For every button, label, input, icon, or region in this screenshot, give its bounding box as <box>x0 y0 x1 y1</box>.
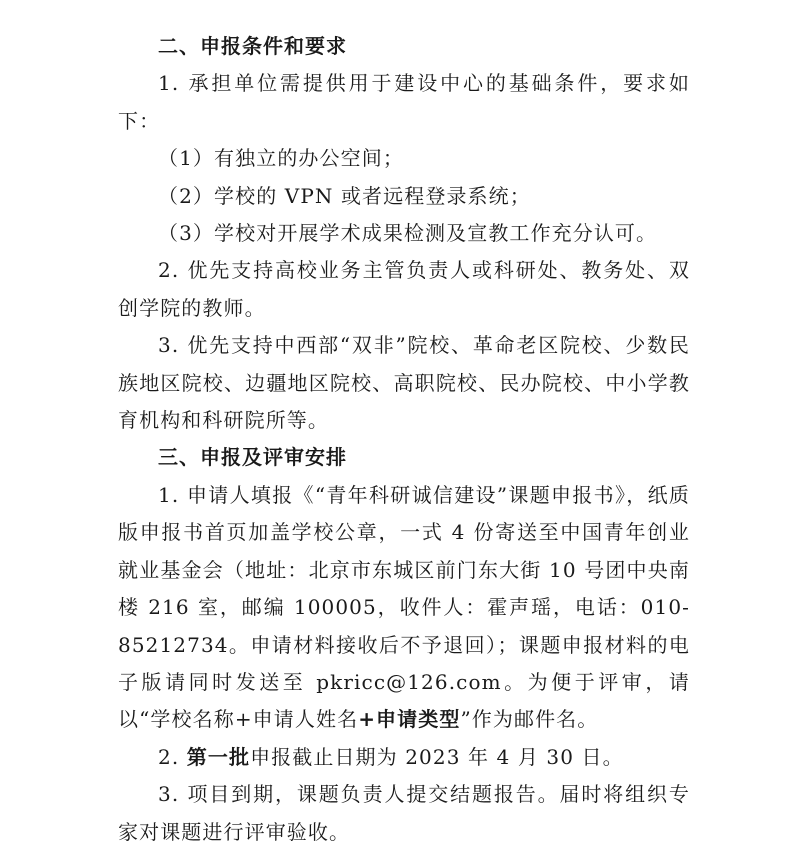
condition-subitem-3: （3）学校对开展学术成果检测及宣教工作充分认可。 <box>158 221 658 246</box>
arrangement-item-2-number: 2. <box>158 744 187 769</box>
document-body <box>118 28 690 851</box>
first-batch-emphasis: 第一批 <box>186 744 251 769</box>
arrangement-item-1-text: 1. 申请人填报《“青年科研诚信建设”课题申报书》，纸质版申报书首页加盖学校公章，一式 4 份寄送至中国青年创业就业基金会（地址：北京市东城区前门东大街 10 号团中央南楼 216 室，邮编 100005，收件人：霍声瑶，电话：010-85212734。申请材料接收后不予退回）；课题申报材料的电子版请同时发送至 pkricc@126.com。为便于评审，请以“学校名称+申请人姓名 <box>118 482 690 732</box>
condition-item-2: 2. 优先支持高校业务主管负责人或科研处、教务处、双创学院的教师。 <box>118 258 690 320</box>
application-type-emphasis: +申请类型 <box>358 707 461 732</box>
condition-subitem-2: （2）学校的 VPN 或者远程登录系统； <box>158 183 531 208</box>
arrangement-item-1-tail: ”作为邮件名。 <box>460 707 599 732</box>
section-heading-application-conditions: 二、申报条件和要求 <box>158 34 347 58</box>
condition-item-3: 3. 优先支持中西部“双非”院校、革命老区院校、少数民族地区院校、边疆地区院校、高职院校、民办院校、中小学教育机构和科研院所等。 <box>118 333 690 433</box>
condition-item-1: 1. 承担单位需提供用于建设中心的基础条件，要求如下： <box>118 71 690 133</box>
section-heading-review-arrangement: 三、申报及评审安排 <box>158 445 347 470</box>
condition-subitem-1: （1）有独立的办公空间； <box>158 146 404 171</box>
arrangement-item-2 <box>118 739 690 776</box>
arrangement-item-3: 3. 项目到期，课题负责人提交结题报告。届时将组织专家对课题进行评审验收。 <box>118 782 690 844</box>
arrangement-item-1 <box>118 477 690 739</box>
arrangement-item-2-text: 申报截止日期为 2023 年 4 月 30 日。 <box>250 744 624 769</box>
